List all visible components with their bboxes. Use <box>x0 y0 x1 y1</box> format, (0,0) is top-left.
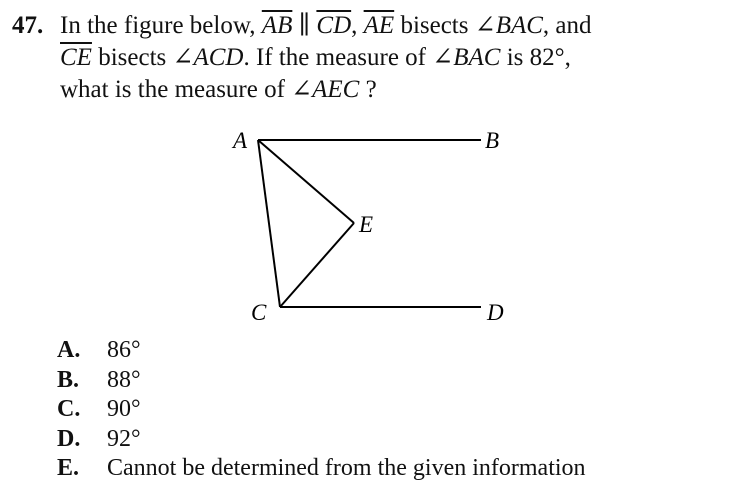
stem-text: , and <box>542 12 592 39</box>
angle-bac: BAC <box>453 44 501 71</box>
choice-text: 86° <box>107 337 141 363</box>
choice-c[interactable] <box>57 395 586 425</box>
segment-ae-line <box>258 140 354 223</box>
label-a: A <box>233 128 248 153</box>
choice-text: 90° <box>107 396 141 422</box>
angle-acd: ACD <box>193 44 244 71</box>
choice-letter: E. <box>57 455 80 481</box>
choice-text: 92° <box>107 425 141 452</box>
stem-text: is 82°, <box>500 44 571 71</box>
segment-cd: $\overline{CD}$ <box>316 12 352 39</box>
stem-text: , <box>351 12 364 39</box>
choice-e[interactable] <box>57 454 586 484</box>
label-d: D <box>487 300 504 325</box>
geometry-figure <box>220 120 520 335</box>
choice-letter: C. <box>57 396 81 422</box>
segment-ae: $\overline{AE}$ <box>363 12 395 39</box>
label-c: C <box>251 300 267 325</box>
choice-letter: D. <box>57 425 81 452</box>
segment-ac-line <box>258 140 280 307</box>
choice-text: Cannot be determined from the given information <box>107 455 586 481</box>
stem-text: what is the measure of ∠ <box>60 76 313 103</box>
segment-ce-line <box>280 223 354 307</box>
angle-bac: BAC <box>495 12 543 39</box>
question-stem-line-1 <box>60 10 592 42</box>
choice-text: 88° <box>107 366 141 393</box>
stem-text: In the figure below, <box>60 12 262 39</box>
choice-a[interactable] <box>57 336 586 366</box>
answer-choices <box>57 336 586 484</box>
choice-letter: B. <box>57 366 80 393</box>
question-stem-line-2 <box>60 42 571 74</box>
segment-ce: $\overline{CE}$ <box>60 44 92 71</box>
question-stem-line-3 <box>60 74 377 106</box>
stem-text: . If the measure of ∠ <box>243 44 454 71</box>
segment-ab: $\overline{AB}$ <box>261 12 293 39</box>
choice-b[interactable] <box>57 366 586 396</box>
parallel-symbol: ∥ <box>292 12 317 39</box>
choice-d[interactable] <box>57 425 586 455</box>
label-e: E <box>359 212 374 237</box>
choice-letter: A. <box>57 337 81 363</box>
stem-text: bisects ∠ <box>91 44 194 71</box>
angle-aec: AEC <box>312 76 360 103</box>
stem-text: ? <box>359 76 377 103</box>
label-b: B <box>485 128 500 153</box>
question-number: 47. <box>12 12 44 39</box>
stem-text: bisects ∠ <box>394 12 496 39</box>
